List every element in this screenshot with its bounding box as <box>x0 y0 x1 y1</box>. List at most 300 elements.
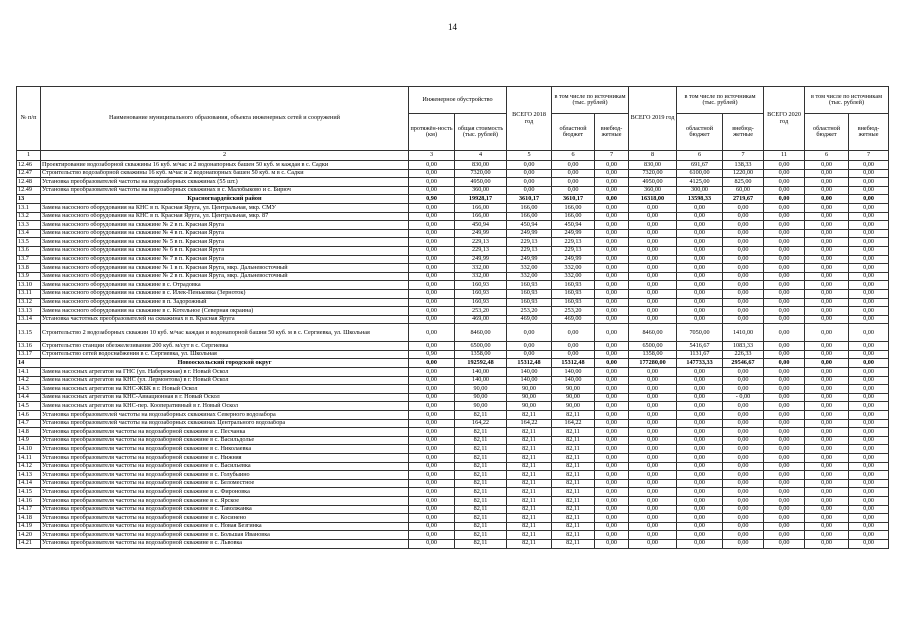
row-number-cell: 12.47 <box>17 169 41 178</box>
extra-2020-cell: 0,00 <box>849 350 889 359</box>
total-2020-cell: 0,00 <box>764 229 805 238</box>
total-2020-cell: 0,00 <box>764 522 805 531</box>
extra-2019-cell: 0,00 <box>723 255 764 264</box>
extra-2018-cell: 0,00 <box>595 324 629 342</box>
regional-2018-cell: 82,11 <box>552 479 595 488</box>
total-2018-cell: 332,00 <box>507 272 552 281</box>
object-name-cell: Установка преобразователя частоты на водозаборной скважине в с. Васильдолье <box>41 436 409 445</box>
total-2019-cell: 0,00 <box>629 281 677 290</box>
row-number-cell: 13.1 <box>17 203 41 212</box>
row-number-cell: 14.15 <box>17 488 41 497</box>
header-number: № п/п <box>17 87 41 151</box>
object-name-cell: Замена насосного оборудования на скважине № 2 в п. Красная Яруга <box>41 221 409 230</box>
regional-2020-cell: 0,00 <box>805 281 849 290</box>
regional-2018-cell: 332,00 <box>552 272 595 281</box>
total-2019-cell: 0,00 <box>629 462 677 471</box>
extra-2020-cell: 0,00 <box>849 462 889 471</box>
total-2018-cell: 0,00 <box>507 324 552 342</box>
row-number-cell: 14 <box>17 359 41 368</box>
table-row <box>17 539 889 548</box>
length-km-cell: 0,00 <box>409 203 455 212</box>
header-regional-2020: областной бюджет <box>805 114 849 151</box>
extra-2020-cell: 0,00 <box>849 436 889 445</box>
total-2019-cell: 0,00 <box>629 255 677 264</box>
regional-2018-cell: 82,11 <box>552 505 595 514</box>
total-2020-cell: 0,00 <box>764 315 805 324</box>
total-cost-cell: 360,00 <box>455 186 507 195</box>
total-cost-cell: 82,11 <box>455 471 507 480</box>
total-2020-cell: 0,00 <box>764 393 805 402</box>
total-2019-cell: 0,00 <box>629 479 677 488</box>
regional-2019-cell: 13598,33 <box>677 195 723 204</box>
table-row <box>17 307 889 316</box>
row-number-cell: 14.7 <box>17 419 41 428</box>
regional-2018-cell: 0,00 <box>552 350 595 359</box>
object-name-cell: Установка преобразователей частоты на водозаборных скважинах Северного водозабора <box>41 411 409 420</box>
total-2018-cell: 140,00 <box>507 368 552 377</box>
table-row <box>17 436 889 445</box>
regional-2019-cell: 5416,67 <box>677 342 723 351</box>
length-km-cell: 0,00 <box>409 298 455 307</box>
total-cost-cell: 140,00 <box>455 368 507 377</box>
regional-2018-cell: 140,00 <box>552 368 595 377</box>
table-row <box>17 238 889 247</box>
extra-2018-cell: 0,00 <box>595 264 629 273</box>
total-2018-cell: 82,11 <box>507 496 552 505</box>
total-cost-cell: 82,11 <box>455 454 507 463</box>
extra-2020-cell: 0,00 <box>849 496 889 505</box>
extra-2019-cell: 0,00 <box>723 445 764 454</box>
extra-2019-cell: 0,00 <box>723 411 764 420</box>
row-number-cell: 13.13 <box>17 307 41 316</box>
extra-2018-cell: 0,00 <box>595 376 629 385</box>
extra-2019-cell: 0,00 <box>723 238 764 247</box>
total-2020-cell: 0,00 <box>764 195 805 204</box>
regional-2019-cell: 0,00 <box>677 514 723 523</box>
extra-2020-cell: 0,00 <box>849 385 889 394</box>
table-row <box>17 246 889 255</box>
total-cost-cell: 6500,00 <box>455 342 507 351</box>
regional-2020-cell: 0,00 <box>805 229 849 238</box>
extra-2020-cell: 0,00 <box>849 324 889 342</box>
regional-2018-cell: 332,00 <box>552 264 595 273</box>
extra-2019-cell: 0,00 <box>723 531 764 540</box>
row-number-cell: 13.2 <box>17 212 41 221</box>
length-km-cell: 0,00 <box>409 212 455 221</box>
regional-2018-cell: 82,11 <box>552 454 595 463</box>
regional-2018-cell: 253,20 <box>552 307 595 316</box>
regional-2020-cell: 0,00 <box>805 436 849 445</box>
total-2019-cell: 0,00 <box>629 436 677 445</box>
row-number-cell: 14.20 <box>17 531 41 540</box>
regional-2019-cell: 6100,00 <box>677 169 723 178</box>
regional-2020-cell: 0,00 <box>805 402 849 411</box>
regional-2019-cell: 0,00 <box>677 298 723 307</box>
length-km-cell: 0,00 <box>409 428 455 437</box>
total-cost-cell: 82,11 <box>455 522 507 531</box>
extra-2020-cell: 0,00 <box>849 229 889 238</box>
row-number-cell: 13.17 <box>17 350 41 359</box>
regional-2019-cell: 0,00 <box>677 221 723 230</box>
total-2019-cell: 0,00 <box>629 428 677 437</box>
extra-2019-cell: 0,00 <box>723 419 764 428</box>
extra-2020-cell: 0,00 <box>849 203 889 212</box>
object-name-cell: Замена насосного оборудования на скважине № 1 в п. Красная Яруга, мкр. Дальневосточный <box>41 264 409 273</box>
extra-2020-cell: 0,00 <box>849 393 889 402</box>
regional-2018-cell: 82,11 <box>552 445 595 454</box>
extra-2018-cell: 0,00 <box>595 169 629 178</box>
regional-2020-cell: 0,00 <box>805 246 849 255</box>
extra-2019-cell: 0,00 <box>723 539 764 548</box>
extra-2020-cell: 0,00 <box>849 419 889 428</box>
total-2019-cell: 4950,00 <box>629 178 677 187</box>
total-2019-cell: 0,00 <box>629 203 677 212</box>
total-2018-cell: 332,00 <box>507 264 552 273</box>
extra-2019-cell: 0,00 <box>723 264 764 273</box>
regional-2018-cell: 0,00 <box>552 161 595 170</box>
extra-2018-cell: 0,00 <box>595 221 629 230</box>
total-2018-cell: 82,11 <box>507 471 552 480</box>
total-2020-cell: 0,00 <box>764 505 805 514</box>
total-cost-cell: 332,00 <box>455 272 507 281</box>
total-cost-cell: 82,11 <box>455 445 507 454</box>
total-2019-cell: 0,00 <box>629 419 677 428</box>
total-cost-cell: 82,11 <box>455 428 507 437</box>
regional-2019-cell: 0,00 <box>677 471 723 480</box>
regional-2020-cell: 0,00 <box>805 203 849 212</box>
row-number-cell: 14.18 <box>17 514 41 523</box>
row-number-cell: 14.2 <box>17 376 41 385</box>
total-2020-cell: 0,00 <box>764 161 805 170</box>
extra-2020-cell: 0,00 <box>849 342 889 351</box>
extra-2019-cell: 0,00 <box>723 479 764 488</box>
total-2020-cell: 0,00 <box>764 402 805 411</box>
extra-2018-cell: 0,00 <box>595 212 629 221</box>
regional-2019-cell: 0,00 <box>677 255 723 264</box>
regional-2020-cell: 0,00 <box>805 195 849 204</box>
regional-2020-cell: 0,00 <box>805 539 849 548</box>
row-number-cell: 14.8 <box>17 428 41 437</box>
object-name-cell: Замена насосных агрегатов на КНС (ул. Лермонтова) в г. Новый Оскол <box>41 376 409 385</box>
total-2018-cell: 0,00 <box>507 161 552 170</box>
regional-2018-cell: 82,11 <box>552 462 595 471</box>
total-2019-cell: 0,00 <box>629 454 677 463</box>
total-cost-cell: 82,11 <box>455 411 507 420</box>
extra-2018-cell: 0,00 <box>595 238 629 247</box>
regional-2020-cell: 0,00 <box>805 531 849 540</box>
regional-2019-cell: 0,00 <box>677 307 723 316</box>
extra-2018-cell: 0,00 <box>595 514 629 523</box>
regional-2018-cell: 82,11 <box>552 411 595 420</box>
object-name-cell: Замена насосных агрегатов на КНС-ЖБК в г. Новый Оскол <box>41 385 409 394</box>
regional-2020-cell: 0,00 <box>805 238 849 247</box>
extra-2018-cell: 0,00 <box>595 445 629 454</box>
total-2019-cell: 0,00 <box>629 272 677 281</box>
extra-2019-cell: 0,00 <box>723 315 764 324</box>
regional-2020-cell: 0,00 <box>805 419 849 428</box>
total-2020-cell: 0,00 <box>764 368 805 377</box>
row-number-cell: 13.6 <box>17 246 41 255</box>
total-2018-cell: 82,11 <box>507 462 552 471</box>
extra-2018-cell: 0,00 <box>595 462 629 471</box>
total-2020-cell: 0,00 <box>764 186 805 195</box>
object-name-cell: Новооскольский городской округ <box>41 359 409 368</box>
extra-2018-cell: 0,00 <box>595 505 629 514</box>
regional-2019-cell: 0,00 <box>677 368 723 377</box>
regional-2020-cell: 0,00 <box>805 454 849 463</box>
row-number-cell: 14.14 <box>17 479 41 488</box>
regional-2018-cell: 160,93 <box>552 289 595 298</box>
length-km-cell: 0,00 <box>409 522 455 531</box>
extra-2018-cell: 0,00 <box>595 428 629 437</box>
extra-2018-cell: 0,00 <box>595 522 629 531</box>
object-name-cell: Замена насосного оборудования на КНС в п. Красная Яруга, ул. Центральная, мкр. СМУ <box>41 203 409 212</box>
table-row <box>17 229 889 238</box>
total-2020-cell: 0,00 <box>764 212 805 221</box>
length-km-cell: 0,00 <box>409 505 455 514</box>
row-number-cell: 12.49 <box>17 186 41 195</box>
table-row <box>17 376 889 385</box>
infrastructure-table <box>16 86 889 549</box>
header-extra-2018: внебюд-жетные <box>595 114 629 151</box>
header-total-2020: ВСЕГО 2020 год <box>764 87 805 151</box>
regional-2018-cell: 166,00 <box>552 203 595 212</box>
regional-2018-cell: 164,22 <box>552 419 595 428</box>
total-2019-cell: 0,00 <box>629 522 677 531</box>
row-number-cell: 13.4 <box>17 229 41 238</box>
extra-2018-cell: 0,00 <box>595 436 629 445</box>
total-2018-cell: 160,93 <box>507 281 552 290</box>
total-cost-cell: 4950,00 <box>455 178 507 187</box>
total-2018-cell: 229,13 <box>507 238 552 247</box>
regional-2018-cell: 90,00 <box>552 402 595 411</box>
regional-2018-cell: 82,11 <box>552 488 595 497</box>
total-cost-cell: 450,94 <box>455 221 507 230</box>
extra-2019-cell: 1220,00 <box>723 169 764 178</box>
total-cost-cell: 332,00 <box>455 264 507 273</box>
total-2018-cell: 0,00 <box>507 186 552 195</box>
column-number: 5 <box>507 151 552 161</box>
regional-2018-cell: 82,11 <box>552 514 595 523</box>
extra-2019-cell: 0,00 <box>723 212 764 221</box>
total-2020-cell: 0,00 <box>764 324 805 342</box>
row-number-cell: 14.16 <box>17 496 41 505</box>
regional-2020-cell: 0,00 <box>805 505 849 514</box>
extra-2020-cell: 0,00 <box>849 264 889 273</box>
regional-2020-cell: 0,00 <box>805 255 849 264</box>
length-km-cell: 0,00 <box>409 445 455 454</box>
object-name-cell: Установка преобразователя частоты на водозаборной скважине в с. Косинено <box>41 514 409 523</box>
object-name-cell: Замена насосных агрегатов на ГНС (ул. Набережная) в г. Новый Оскол <box>41 368 409 377</box>
length-km-cell: 0,00 <box>409 264 455 273</box>
table-row <box>17 186 889 195</box>
regional-2020-cell: 0,00 <box>805 169 849 178</box>
regional-2020-cell: 0,00 <box>805 289 849 298</box>
object-name-cell: Замена насосного оборудования на КНС в п. Красная Яруга, ул. Центральная, мкр. 87 <box>41 212 409 221</box>
row-number-cell: 13.7 <box>17 255 41 264</box>
row-number-cell: 14.10 <box>17 445 41 454</box>
extra-2018-cell: 0,00 <box>595 488 629 497</box>
extra-2019-cell: 29546,67 <box>723 359 764 368</box>
total-2020-cell: 0,00 <box>764 496 805 505</box>
total-2020-cell: 0,00 <box>764 531 805 540</box>
row-number-cell: 14.17 <box>17 505 41 514</box>
total-2018-cell: 164,22 <box>507 419 552 428</box>
length-km-cell: 0,00 <box>409 281 455 290</box>
object-name-cell: Установка преобразователя частоты на водозаборной скважине в с. Песчанка <box>41 428 409 437</box>
total-cost-cell: 82,11 <box>455 488 507 497</box>
object-name-cell: Замена насосного оборудования на скважине в п. Задорожный <box>41 298 409 307</box>
length-km-cell: 0,00 <box>409 272 455 281</box>
regional-2018-cell: 469,00 <box>552 315 595 324</box>
total-2020-cell: 0,00 <box>764 221 805 230</box>
total-2019-cell: 8460,00 <box>629 324 677 342</box>
extra-2020-cell: 0,00 <box>849 315 889 324</box>
extra-2019-cell: 0,00 <box>723 428 764 437</box>
total-2020-cell: 0,00 <box>764 454 805 463</box>
row-number-cell: 13.9 <box>17 272 41 281</box>
total-2019-cell: 0,00 <box>629 514 677 523</box>
total-2018-cell: 3610,17 <box>507 195 552 204</box>
regional-2018-cell: 90,00 <box>552 385 595 394</box>
section-row <box>17 195 889 204</box>
total-2019-cell: 177280,00 <box>629 359 677 368</box>
total-2018-cell: 82,11 <box>507 428 552 437</box>
extra-2018-cell: 0,00 <box>595 531 629 540</box>
extra-2019-cell: 1083,33 <box>723 342 764 351</box>
total-cost-cell: 164,22 <box>455 419 507 428</box>
object-name-cell: Установка преобразователя частоты на водозаборной скважине в с. Нижняя <box>41 454 409 463</box>
column-number: 11 <box>764 151 805 161</box>
table-row <box>17 221 889 230</box>
regional-2018-cell: 82,11 <box>552 522 595 531</box>
total-2018-cell: 166,00 <box>507 212 552 221</box>
extra-2020-cell: 0,00 <box>849 471 889 480</box>
table-row <box>17 212 889 221</box>
extra-2019-cell: 825,00 <box>723 178 764 187</box>
extra-2020-cell: 0,00 <box>849 246 889 255</box>
table-row <box>17 471 889 480</box>
regional-2019-cell: 0,00 <box>677 428 723 437</box>
total-2018-cell: 82,11 <box>507 454 552 463</box>
length-km-cell: 0,00 <box>409 531 455 540</box>
total-2019-cell: 0,00 <box>629 393 677 402</box>
column-number: 1 <box>17 151 41 161</box>
regional-2018-cell: 0,00 <box>552 169 595 178</box>
header-sources-2020: в том числе по источникам (тыс. рублей) <box>805 87 889 114</box>
total-2018-cell: 82,11 <box>507 436 552 445</box>
object-name-cell: Установка преобразователя частоты на водозаборной скважине в с. Беломестное <box>41 479 409 488</box>
extra-2018-cell: 0,00 <box>595 161 629 170</box>
column-number: 8 <box>629 151 677 161</box>
total-cost-cell: 82,11 <box>455 496 507 505</box>
regional-2018-cell: 0,00 <box>552 324 595 342</box>
object-name-cell: Установка преобразователей частоты на водозаборных скважинах Центрального водозабора <box>41 419 409 428</box>
total-2020-cell: 0,00 <box>764 178 805 187</box>
regional-2018-cell: 15312,48 <box>552 359 595 368</box>
regional-2020-cell: 0,00 <box>805 298 849 307</box>
total-cost-cell: 166,00 <box>455 212 507 221</box>
regional-2018-cell: 3610,17 <box>552 195 595 204</box>
regional-2018-cell: 140,00 <box>552 376 595 385</box>
table-row <box>17 368 889 377</box>
regional-2018-cell: 229,13 <box>552 246 595 255</box>
object-name-cell: Замена насосного оборудования на скважине № 2 в п. Красная Яруга, мкр. Дальневосточный <box>41 272 409 281</box>
regional-2020-cell: 0,00 <box>805 393 849 402</box>
length-km-cell: 0,00 <box>409 436 455 445</box>
regional-2018-cell: 249,99 <box>552 255 595 264</box>
total-cost-cell: 160,93 <box>455 289 507 298</box>
total-2019-cell: 0,00 <box>629 264 677 273</box>
total-2018-cell: 82,11 <box>507 505 552 514</box>
length-km-cell: 0,00 <box>409 462 455 471</box>
column-number: 7 <box>849 151 889 161</box>
regional-2020-cell: 0,00 <box>805 445 849 454</box>
total-2018-cell: 160,93 <box>507 298 552 307</box>
regional-2020-cell: 0,00 <box>805 161 849 170</box>
extra-2019-cell: 0,00 <box>723 488 764 497</box>
length-km-cell: 0,00 <box>409 539 455 548</box>
regional-2019-cell: 0,00 <box>677 246 723 255</box>
total-2020-cell: 0,00 <box>764 281 805 290</box>
extra-2019-cell: 0,00 <box>723 436 764 445</box>
extra-2020-cell: 0,00 <box>849 307 889 316</box>
regional-2019-cell: 0,00 <box>677 411 723 420</box>
extra-2018-cell: 0,00 <box>595 307 629 316</box>
extra-2018-cell: 0,00 <box>595 246 629 255</box>
extra-2019-cell: 0,00 <box>723 402 764 411</box>
extra-2018-cell: 0,00 <box>595 342 629 351</box>
total-2020-cell: 0,00 <box>764 385 805 394</box>
extra-2020-cell: 0,00 <box>849 359 889 368</box>
regional-2019-cell: 0,00 <box>677 445 723 454</box>
row-number-cell: 12.46 <box>17 161 41 170</box>
regional-2020-cell: 0,00 <box>805 178 849 187</box>
total-2020-cell: 0,00 <box>764 419 805 428</box>
total-2019-cell: 0,00 <box>629 289 677 298</box>
regional-2019-cell: 0,00 <box>677 264 723 273</box>
total-2018-cell: 249,99 <box>507 255 552 264</box>
regional-2019-cell: 691,67 <box>677 161 723 170</box>
extra-2019-cell: 0,00 <box>723 514 764 523</box>
total-2020-cell: 0,00 <box>764 298 805 307</box>
regional-2019-cell: 0,00 <box>677 376 723 385</box>
regional-2019-cell: 0,00 <box>677 229 723 238</box>
object-name-cell: Установка частотных преобразователей на скважинах в п. Красная Яруга <box>41 315 409 324</box>
total-cost-cell: 830,00 <box>455 161 507 170</box>
column-number: 6 <box>552 151 595 161</box>
total-2020-cell: 0,00 <box>764 203 805 212</box>
regional-2020-cell: 0,00 <box>805 522 849 531</box>
total-2020-cell: 0,00 <box>764 255 805 264</box>
header-cost: общая стоимость (тыс. рублей) <box>455 114 507 151</box>
column-number: 4 <box>455 151 507 161</box>
regional-2020-cell: 0,00 <box>805 479 849 488</box>
object-name-cell: Замена насосного оборудования на скважине в с. Отрадовка <box>41 281 409 290</box>
total-cost-cell: 82,11 <box>455 479 507 488</box>
extra-2018-cell: 0,00 <box>595 272 629 281</box>
object-name-cell: Строительство водозаборной скважины 16 куб. м/час и 2 водонапорных башен 50 куб. м в с. Садки <box>41 169 409 178</box>
extra-2019-cell: 0,00 <box>723 471 764 480</box>
extra-2020-cell: 0,00 <box>849 428 889 437</box>
total-cost-cell: 192592,48 <box>455 359 507 368</box>
total-cost-cell: 19928,17 <box>455 195 507 204</box>
table-row <box>17 350 889 359</box>
table-row <box>17 264 889 273</box>
total-2019-cell: 0,00 <box>629 368 677 377</box>
total-cost-cell: 82,11 <box>455 505 507 514</box>
total-2019-cell: 0,00 <box>629 376 677 385</box>
